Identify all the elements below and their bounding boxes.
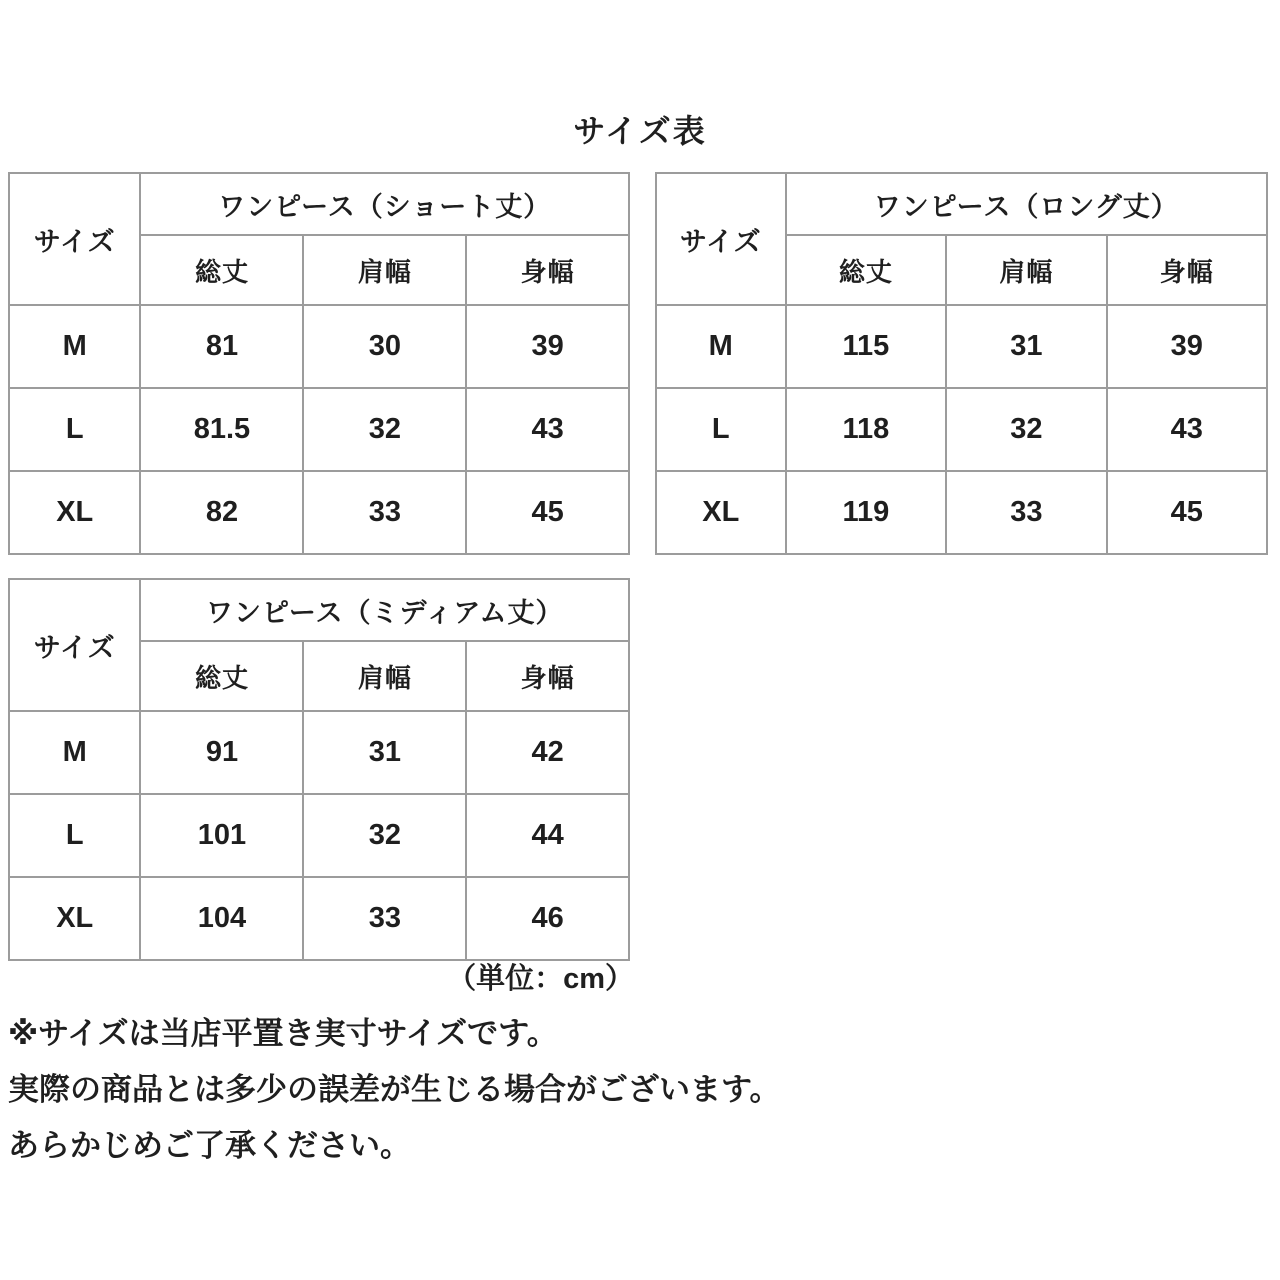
size-label: M bbox=[9, 711, 140, 794]
size-column-header: サイズ bbox=[9, 579, 140, 711]
size-label: XL bbox=[9, 877, 140, 960]
size-column-header: サイズ bbox=[656, 173, 786, 305]
group-header: ワンピース（ショート丈） bbox=[140, 173, 629, 235]
footnotes bbox=[8, 1006, 781, 1174]
size-label: L bbox=[656, 388, 786, 471]
size-label: M bbox=[9, 305, 140, 388]
table-row bbox=[656, 388, 1267, 471]
footnote-line: あらかじめご了承ください。 bbox=[8, 1128, 411, 1163]
column-header-total-length: 総丈 bbox=[786, 235, 947, 305]
table-row bbox=[9, 877, 629, 960]
size-table-short bbox=[8, 172, 630, 555]
table-header-row bbox=[656, 173, 1267, 235]
column-header-shoulder-width: 肩幅 bbox=[303, 641, 466, 711]
cell-value: 33 bbox=[303, 471, 466, 554]
table-row bbox=[656, 471, 1267, 554]
column-header-shoulder-width: 肩幅 bbox=[303, 235, 466, 305]
column-header-total-length: 総丈 bbox=[140, 641, 303, 711]
cell-value: 32 bbox=[946, 388, 1106, 471]
column-header-total-length: 総丈 bbox=[140, 235, 303, 305]
cell-value: 46 bbox=[466, 877, 629, 960]
size-table-long bbox=[655, 172, 1268, 555]
table-row bbox=[656, 305, 1267, 388]
cell-value: 91 bbox=[140, 711, 303, 794]
cell-value: 31 bbox=[303, 711, 466, 794]
size-label: XL bbox=[656, 471, 786, 554]
footnote-line: 実際の商品とは多少の誤差が生じる場合がございます。 bbox=[8, 1072, 781, 1107]
cell-value: 45 bbox=[466, 471, 629, 554]
column-header-body-width: 身幅 bbox=[466, 641, 629, 711]
size-table-medium bbox=[8, 578, 630, 961]
size-label: L bbox=[9, 388, 140, 471]
cell-value: 115 bbox=[786, 305, 947, 388]
cell-value: 82 bbox=[140, 471, 303, 554]
group-header: ワンピース（ロング丈） bbox=[786, 173, 1267, 235]
size-label: XL bbox=[9, 471, 140, 554]
column-header-shoulder-width: 肩幅 bbox=[946, 235, 1106, 305]
size-label: M bbox=[656, 305, 786, 388]
group-header: ワンピース（ミディアム丈） bbox=[140, 579, 629, 641]
table-row bbox=[9, 305, 629, 388]
column-header-body-width: 身幅 bbox=[466, 235, 629, 305]
cell-value: 119 bbox=[786, 471, 947, 554]
cell-value: 31 bbox=[946, 305, 1106, 388]
cell-value: 43 bbox=[1107, 388, 1267, 471]
unit-note: （単位：cm） bbox=[447, 963, 634, 995]
cell-value: 32 bbox=[303, 794, 466, 877]
cell-value: 44 bbox=[466, 794, 629, 877]
cell-value: 43 bbox=[466, 388, 629, 471]
size-label: L bbox=[9, 794, 140, 877]
cell-value: 39 bbox=[466, 305, 629, 388]
cell-value: 42 bbox=[466, 711, 629, 794]
cell-value: 30 bbox=[303, 305, 466, 388]
column-header-body-width: 身幅 bbox=[1107, 235, 1267, 305]
cell-value: 33 bbox=[946, 471, 1106, 554]
cell-value: 45 bbox=[1107, 471, 1267, 554]
table-header-row bbox=[9, 579, 629, 641]
cell-value: 81.5 bbox=[140, 388, 303, 471]
table-row bbox=[9, 711, 629, 794]
cell-value: 104 bbox=[140, 877, 303, 960]
cell-value: 81 bbox=[140, 305, 303, 388]
cell-value: 32 bbox=[303, 388, 466, 471]
size-column-header: サイズ bbox=[9, 173, 140, 305]
cell-value: 39 bbox=[1107, 305, 1267, 388]
table-header-row bbox=[9, 173, 629, 235]
table-row bbox=[9, 794, 629, 877]
cell-value: 118 bbox=[786, 388, 947, 471]
cell-value: 101 bbox=[140, 794, 303, 877]
footnote-line: ※サイズは当店平置き実寸サイズです。 bbox=[8, 1016, 558, 1051]
cell-value: 33 bbox=[303, 877, 466, 960]
table-row bbox=[9, 471, 629, 554]
table-row bbox=[9, 388, 629, 471]
page-title: サイズ表 bbox=[573, 113, 707, 149]
